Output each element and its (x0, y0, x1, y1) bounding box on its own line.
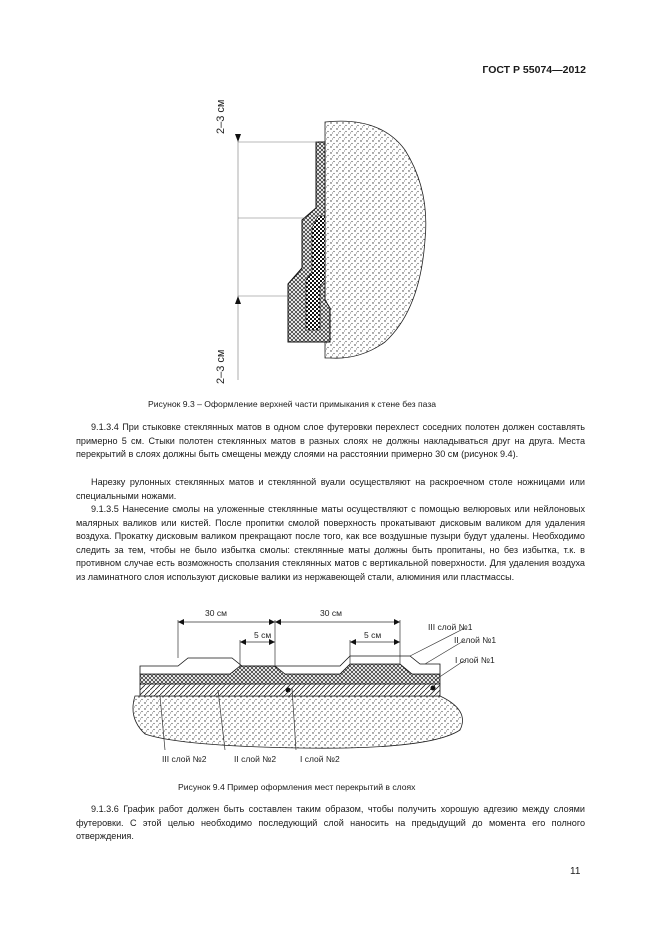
dim-30cm-right: 30 см (320, 608, 342, 618)
paragraph-9-1-3-4: 9.1.3.4 При стыковке стеклянных матов в одном слое футеровки перехлест соседних полотен должен составлять примерно 5 см. Стыки полотен стеклянных матов в разных слоях не должны накладываться друг на друга. Места перекрытий в слоях должны быть смещены между слоями на расстоянии примерно 30 см (рисунок 9.4). (76, 422, 585, 460)
page-number: 11 (570, 866, 581, 877)
label-layer2-no2: II слой №2 (234, 754, 277, 764)
dim-5cm-left: 5 см (254, 630, 272, 640)
dim-label-bottom: 2–3 см (215, 349, 227, 384)
paragraph-cutting: Нарезку рулонных стеклянных матов и стеклянной вуали осуществляют на раскроечном столе ножницами или специальными ножами. (76, 477, 585, 501)
wall-body (325, 121, 426, 358)
paragraph-9-1-3-6: 9.1.3.6 График работ должен быть составлен таким образом, чтобы получить хорошую адгезию между слоями футеровки. С этой целью необходимо последующий слой наносить на предыдущий до момента его полного отверждения. (76, 804, 585, 842)
figure-9-4-drawing (0, 600, 661, 770)
dim-30cm-left: 30 см (205, 608, 227, 618)
figure-9-3-caption: Рисунок 9.3 – Оформление верхней части примыкания к стене без паза (148, 399, 437, 409)
label-layer1-no2: I слой №2 (300, 754, 340, 764)
label-layer3-no2: III слой №2 (162, 754, 207, 764)
label-layer1-no1: I слой №1 (455, 655, 495, 665)
label-layer2-no1: II слой №1 (454, 635, 497, 645)
label-layer3-no1: III слой №1 (428, 622, 473, 632)
figure-9-3-drawing (0, 80, 661, 392)
dim-5cm-right: 5 см (364, 630, 382, 640)
figure-9-4-caption: Рисунок 9.4 Пример оформления мест перекрытий в слоях (178, 782, 416, 792)
document-id-header: ГОСТ Р 55074—2012 (482, 64, 586, 76)
paragraph-9-1-3-5: 9.1.3.5 Нанесение смолы на уложенные стеклянные маты осуществляют с помощью велюровых или нейлоновых малярных валиков или кистей. После пропитки смолой поверхность прокатывают дисковым валиком для удаления воздуха. Прокатку дисковым валиком прекращают после того, как все воздушные пузыри будут удалены. Необходимо следить за тем, чтобы не было избытка смолы: стеклянные маты должны быть пропитаны, но без избытка, т.к. в противном случае есть возможность сползания стеклянных матов с вертикальной поверхности. Для удаления воздуха из ламинатного слоя используют дисковые валики из нержавеющей стали, алюминия или пластмассы. (76, 504, 585, 582)
substrate (133, 696, 463, 748)
dim-label-top: 2–3 см (215, 99, 227, 134)
